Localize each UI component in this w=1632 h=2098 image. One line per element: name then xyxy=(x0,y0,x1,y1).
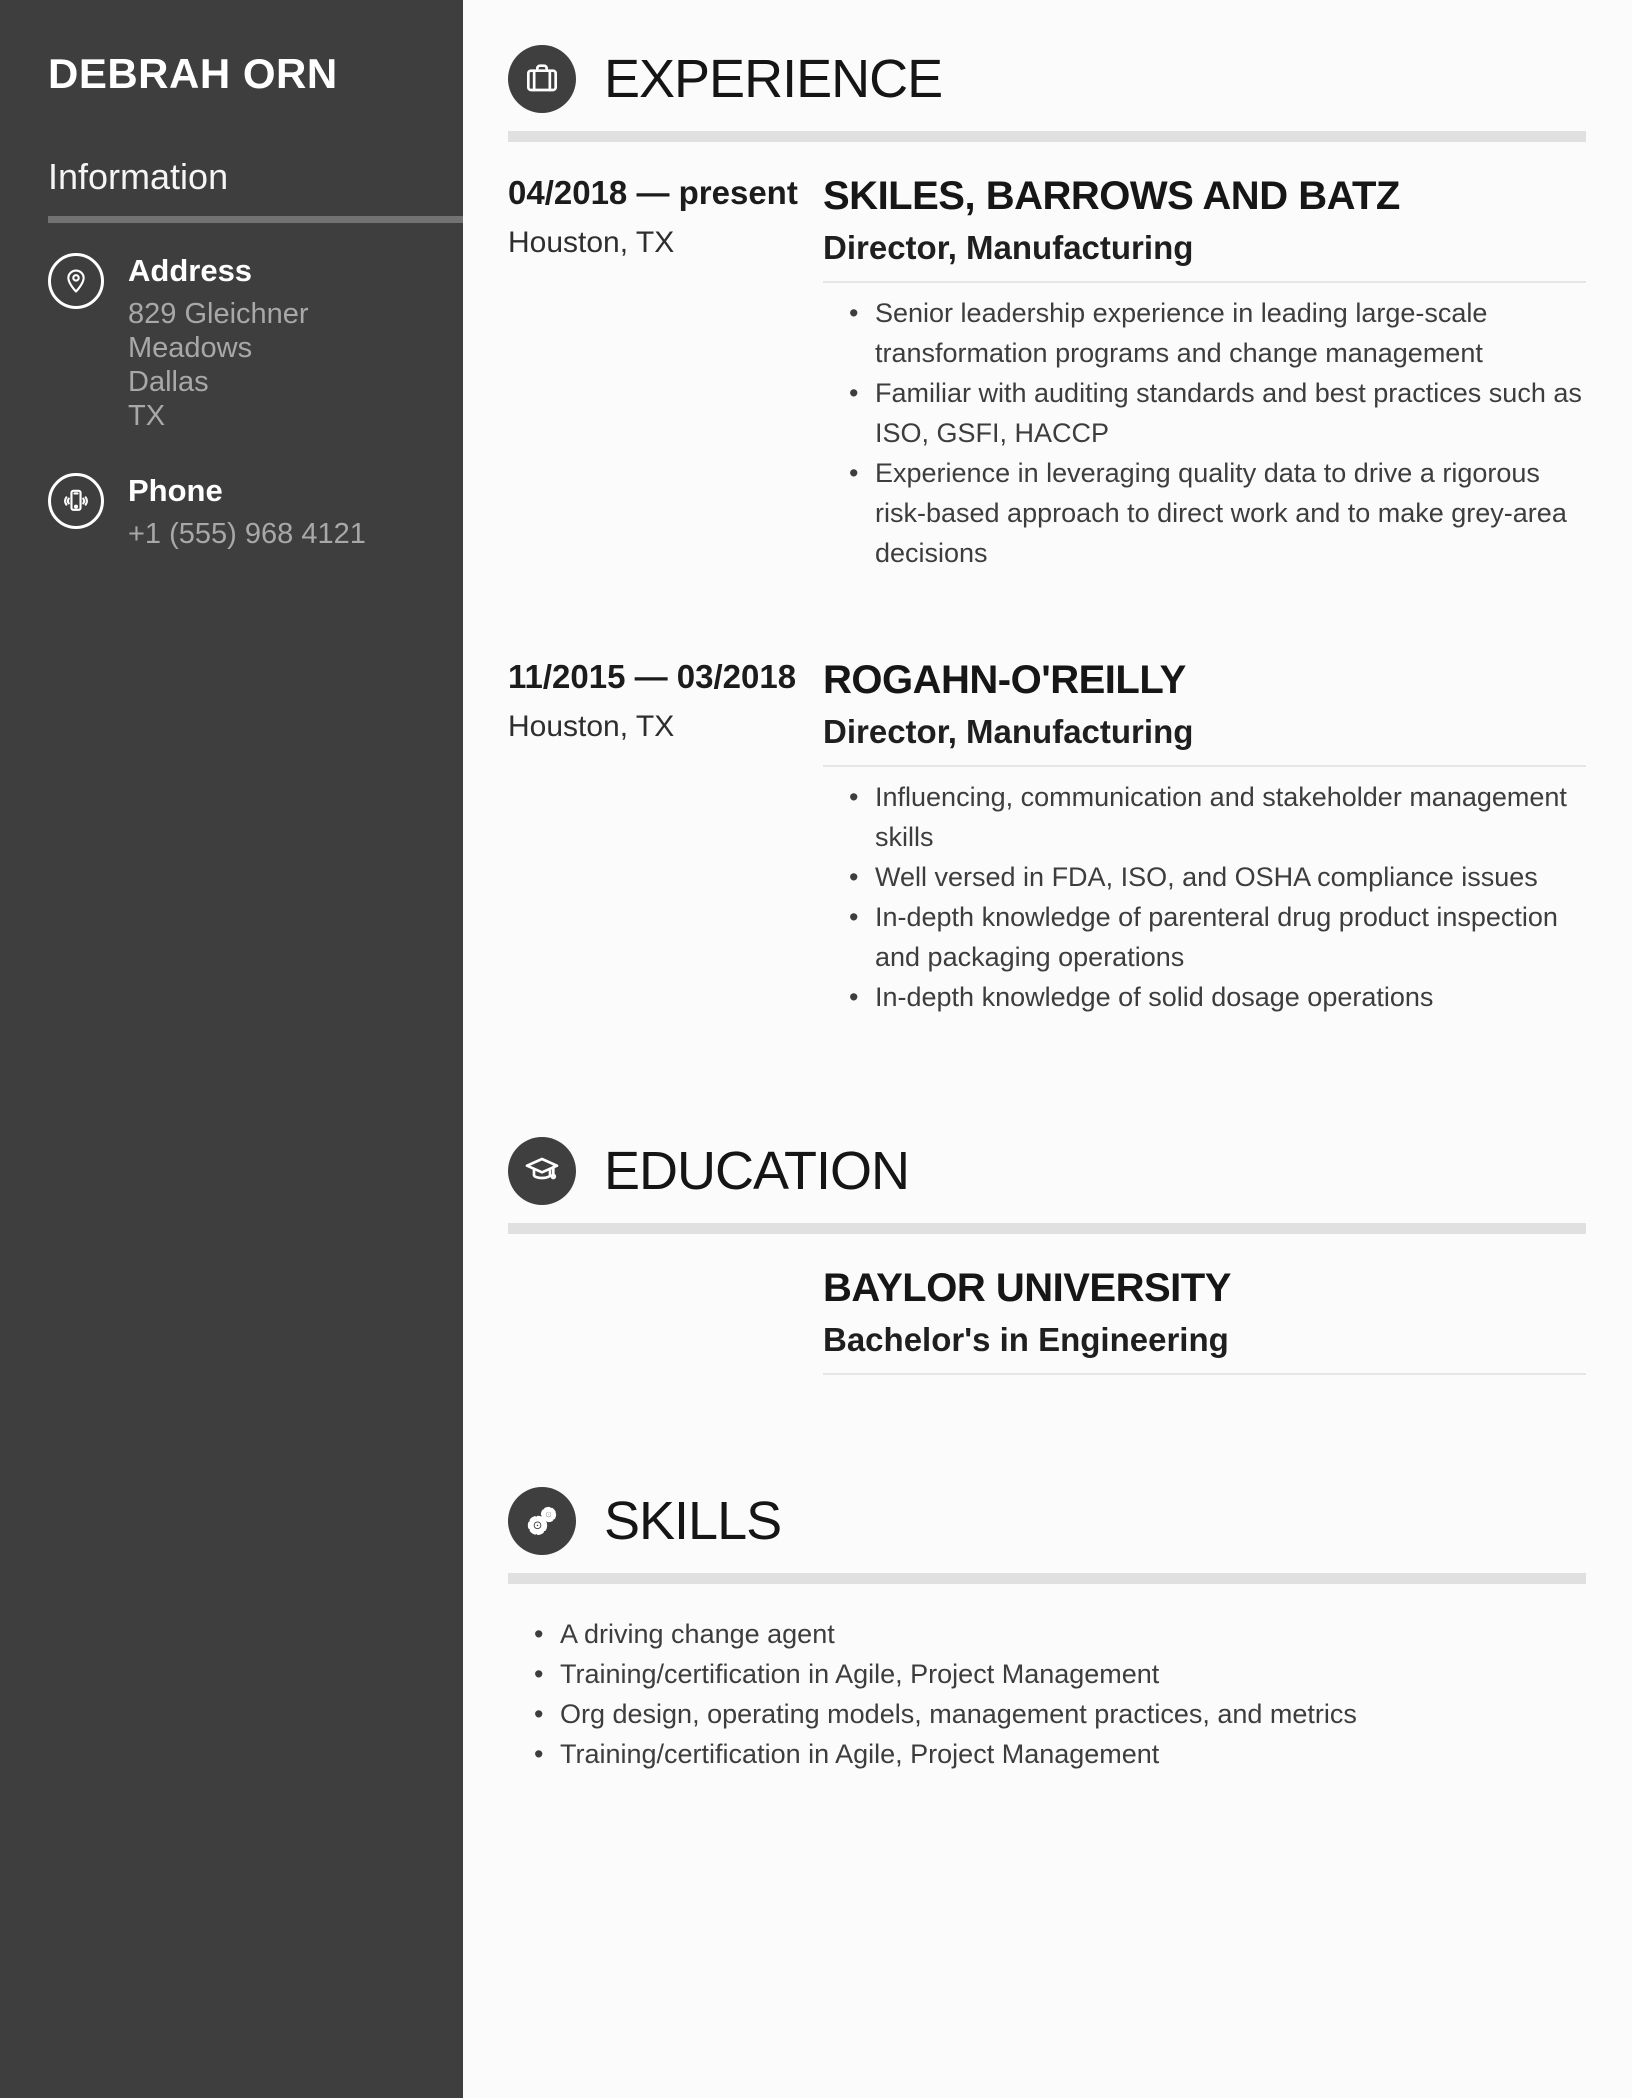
address-line: TX xyxy=(128,400,166,432)
sidebar-divider xyxy=(48,216,463,223)
entry-divider xyxy=(823,765,1586,767)
address-line: 829 Gleichner Meadows xyxy=(128,298,309,364)
school-name: BAYLOR UNIVERSITY xyxy=(823,1266,1231,1310)
section-underline xyxy=(508,1573,1586,1584)
entry-details xyxy=(823,658,1586,1017)
entry-company: ROGAHN-O'REILLY xyxy=(823,658,1186,702)
bullet-item: • Influencing, communication and stakeholder management skills xyxy=(823,777,1586,857)
skills-header xyxy=(508,1487,1586,1555)
entry-bullet-list xyxy=(823,777,1586,1017)
bullet-item: • Familiar with auditing standards and best practices such as ISO, GSFI, HACCP xyxy=(823,373,1586,453)
address-label: Address xyxy=(128,253,253,288)
entry-date-range: 11/2015 — 03/2018 xyxy=(508,658,797,695)
skills-list xyxy=(508,1614,1586,1774)
section-underline xyxy=(508,131,1586,142)
address-body xyxy=(128,253,423,433)
phone-block xyxy=(48,473,423,551)
education-title: EDUCATION xyxy=(604,1141,910,1201)
entry-role: Director, Manufacturing xyxy=(823,713,1194,750)
skills-title: SKILLS xyxy=(604,1491,782,1551)
gears-icon xyxy=(508,1487,576,1555)
skill-item: • Org design, operating models, management practices, and metrics xyxy=(508,1694,1586,1734)
skill-item: • Training/certification in Agile, Project Management xyxy=(508,1734,1586,1774)
entry-details xyxy=(823,174,1586,573)
skills-section xyxy=(508,1487,1586,1774)
experience-entry xyxy=(508,174,1586,573)
address-block xyxy=(48,253,423,433)
bullet-item: • In-depth knowledge of parenteral drug product inspection and packaging operations xyxy=(823,897,1586,977)
entry-role: Director, Manufacturing xyxy=(823,229,1194,266)
entry-location: Houston, TX xyxy=(508,226,675,259)
education-entry xyxy=(508,1266,1586,1375)
information-heading: Information xyxy=(48,156,229,197)
entry-divider xyxy=(823,1373,1586,1375)
sidebar xyxy=(0,0,463,2098)
skill-item: • A driving change agent xyxy=(508,1614,1586,1654)
experience-header xyxy=(508,45,1586,113)
entry-meta xyxy=(508,1266,823,1375)
entry-company: SKILES, BARROWS AND BATZ xyxy=(823,174,1400,218)
map-pin-icon xyxy=(48,253,104,309)
address-line: Dallas xyxy=(128,366,209,398)
degree-name: Bachelor's in Engineering xyxy=(823,1321,1229,1358)
briefcase-icon xyxy=(508,45,576,113)
bullet-item: • Senior leadership experience in leading large-scale transformation programs and change management xyxy=(823,293,1586,373)
bullet-item: • Experience in leveraging quality data to drive a rigorous risk-based approach to direct work and to make grey-area decisions xyxy=(823,453,1586,573)
graduation-cap-icon xyxy=(508,1137,576,1205)
experience-entry xyxy=(508,658,1586,1017)
phone-body xyxy=(128,473,366,551)
bullet-item: • Well versed in FDA, ISO, and OSHA compliance issues xyxy=(823,857,1586,897)
entry-location: Houston, TX xyxy=(508,710,675,743)
entry-details xyxy=(823,1266,1586,1375)
education-header xyxy=(508,1137,1586,1205)
education-section xyxy=(508,1137,1586,1375)
experience-section xyxy=(508,45,1586,1017)
entry-meta xyxy=(508,174,823,573)
entry-divider xyxy=(823,281,1586,283)
smartphone-icon xyxy=(48,473,104,529)
section-underline xyxy=(508,1223,1586,1234)
resume-main xyxy=(463,0,1632,1774)
bullet-item: • In-depth knowledge of solid dosage operations xyxy=(823,977,1586,1017)
candidate-name: DEBRAH ORN xyxy=(48,50,338,97)
entry-meta xyxy=(508,658,823,1017)
phone-label: Phone xyxy=(128,473,223,508)
entry-date-range: 04/2018 — present xyxy=(508,174,798,211)
phone-value: +1 (555) 968 4121 xyxy=(128,518,366,550)
experience-title: EXPERIENCE xyxy=(604,49,943,109)
entry-bullet-list xyxy=(823,293,1586,573)
skill-item: • Training/certification in Agile, Project Management xyxy=(508,1654,1586,1694)
